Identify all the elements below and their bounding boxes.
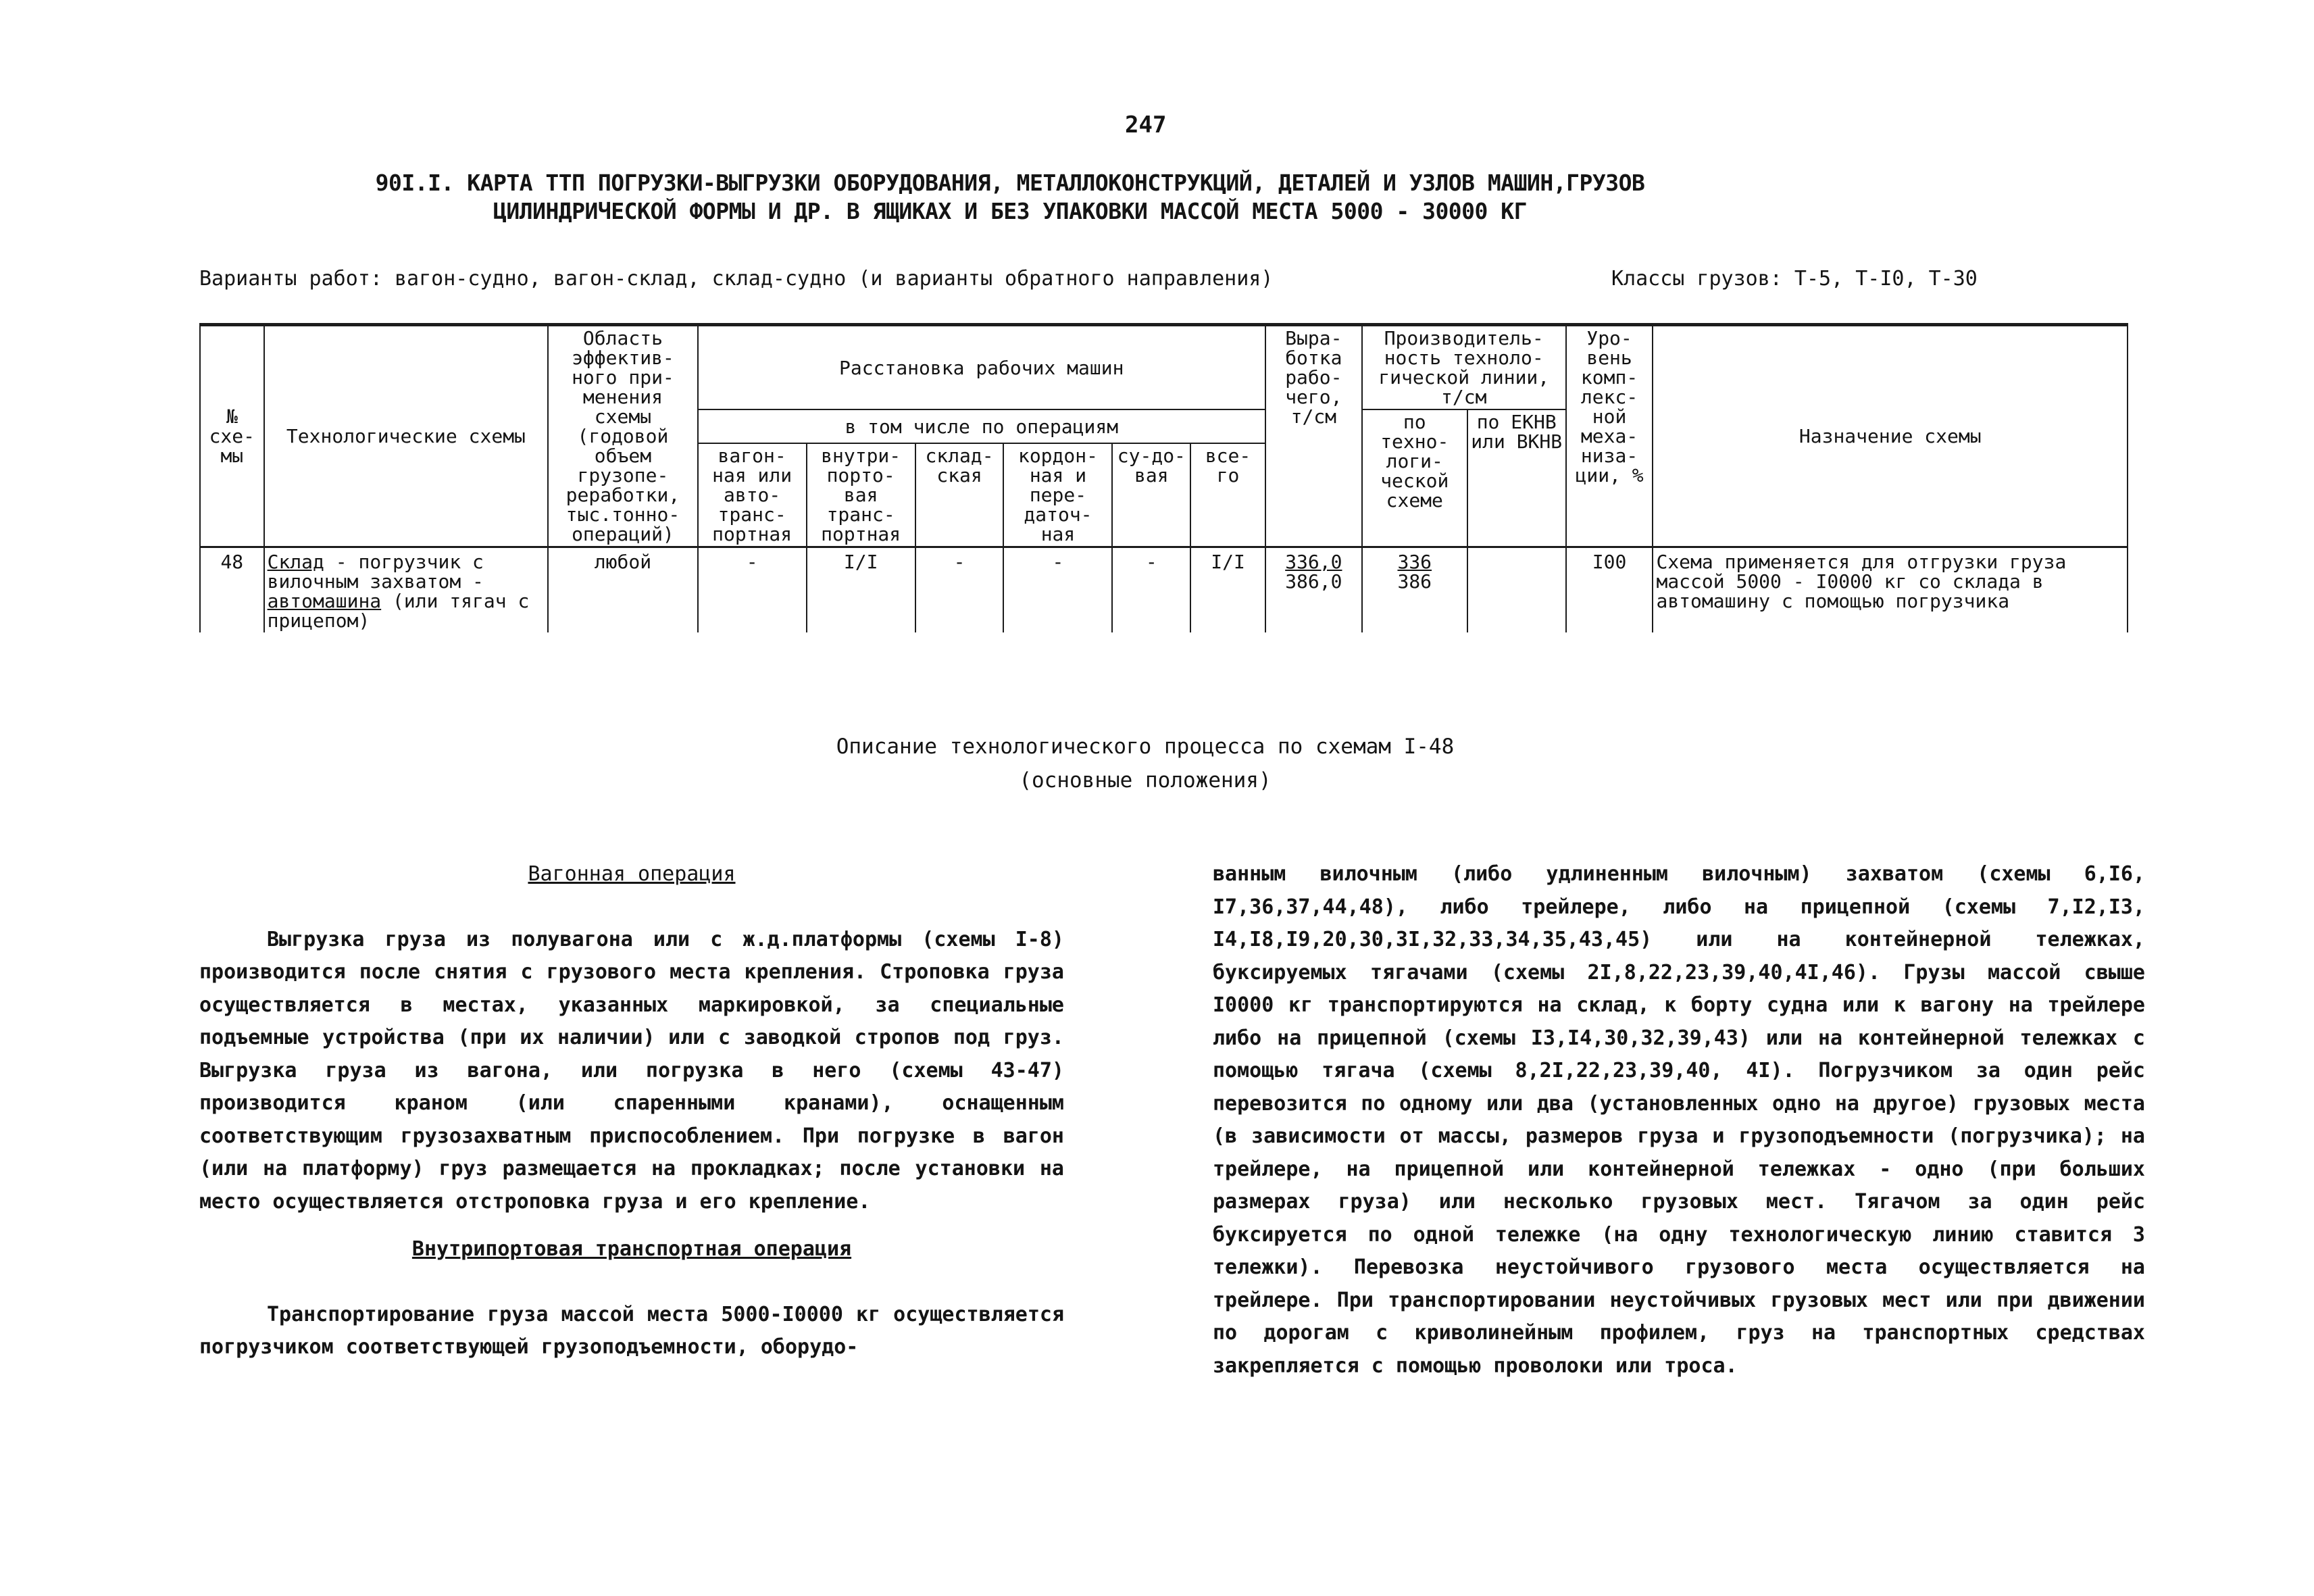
header-op-wagon: вагон-ная или авто-транс-портная xyxy=(698,443,807,547)
output-value: 386,0 xyxy=(1285,570,1342,593)
cell-prod-tech xyxy=(1362,547,1467,633)
header-output: Выра-ботка рабо-чего, т/см xyxy=(1265,325,1362,547)
work-variants: Варианты работ: вагон-судно, вагон-склад, склад-судно (и варианты обратного направления) xyxy=(199,267,1274,291)
paragraph: Транспортирование груза массой места 5000-I0000 кг осуществляется погрузчиком соответствующей грузоподъемности, оборудо- xyxy=(199,1302,1064,1359)
cell-op-ship: - xyxy=(1112,547,1190,633)
header-op-internal: внутри-порто-вая транс-портная xyxy=(807,443,915,547)
header-purpose: Назначение схемы xyxy=(1653,325,2128,547)
document-title: 90I.I. КАРТА ТТП ПОГРУЗКИ-ВЫГРУЗКИ ОБОРУДОВАНИЯ, МЕТАЛЛОКОНСТРУКЦИЙ, ДЕТАЛЕЙ И УЗЛОВ МАШИН,ГРУЗОВ ЦИЛИНДРИЧЕСКОЙ ФОРМЫ И ДР. В ЯЩИКАХ И БЕЗ УПАКОВКИ МАССОЙ МЕСТА 5000 - 30000 КГ xyxy=(375,170,1645,224)
prod-tech-value: 336 xyxy=(1397,551,1432,573)
description-heading xyxy=(774,730,1517,797)
schemes-table xyxy=(199,323,2128,632)
cell-op-internal: I/I xyxy=(807,547,915,633)
cell-scheme-number: 48 xyxy=(200,547,264,633)
paragraph: ванным вилочным (либо удлиненным вилочным) захватом (схемы 6,I6, I7,36,37,44,48), либо трейлере, либо на прицепной (схемы 7,I2,I3, I4,I8,I9,20,30,3I,32,33,34,35,43,45) или на контейнерной тележках, буксируемых тягачами (схемы 2I,8,22,23,39,40,4I,46). Грузы массой свыше I0000 кг транспортируются на склад, к борту судна или к вагону на трейлере либо на прицепной (схемы I3,I4,30,32,39,43) или на контейнерной тележках с помощью тягача (схемы 8,2I,22,23,39,40, 4I). Погрузчиком за один рейс перевозится по одному или два (установленных одно на другое) грузовых места (в зависимости от массы, размеров груза и грузоподъемности (погрузчика); на трейлере, на прицепной или контейнерной тележках - одно (при больших размерах груза) или несколько грузовых мест. Тягачом за один рейс буксируется по одной тележке (на одну технологическую линию ставится 3 тележки). Перевозка неустойчивого грузового места осуществляется на трейлере. При транспортировании неустойчивых грузовых мест или при движении по дорогам с криволинейным профилем, груз на транспортных средствах закрепляется с помощью проволоки или троса. xyxy=(1213,862,2145,1378)
cell-op-cordon: - xyxy=(1003,547,1112,633)
tech-scheme-part: автомашина xyxy=(267,590,382,612)
cell-op-total: I/I xyxy=(1190,547,1265,633)
header-op-warehouse: склад-ская xyxy=(915,443,1004,547)
cell-prod-eknv xyxy=(1467,547,1566,633)
right-column xyxy=(1213,858,2145,1382)
section-heading-wagon: Вагонная операция xyxy=(528,862,736,886)
paragraph: Выгрузка груза из полувагона или с ж.д.платформы (схемы I-8) производится после снятия с грузового места крепления. Строповка груза осуществляется в местах, указанных маркировкой, за специальные подъемные устройства (при их наличии) или с заводкой стропов под груз. Выгрузка груза из вагона, или погрузка в него (схемы 43-47) производится краном (или спаренными кранами), оснащенным соответствующим грузозахватным приспособлением. При погрузке в вагон (или на платформу) груз размещается на прокладках; после установки на место осуществляется отстроповка груза и его крепление. xyxy=(199,927,1064,1214)
header-prod-eknv: по ЕКНВ или ВКНВ xyxy=(1467,409,1566,547)
cargo-classes: Классы грузов: Т-5, Т-I0, Т-30 xyxy=(1611,267,1978,291)
cell-area: любой xyxy=(548,547,697,633)
header-application-area: Область эффектив-ного при-менения схемы (годовой объем грузопе-реработки, тыс.тонно-операций) xyxy=(548,325,697,547)
tech-scheme-part: (или тягач с прицепом) xyxy=(267,590,530,632)
header-including-operations: в том числе по операциям xyxy=(698,409,1265,443)
cell-op-warehouse: - xyxy=(915,547,1004,633)
cell-mechanization: I00 xyxy=(1566,547,1653,633)
header-op-total: все-го xyxy=(1190,443,1265,547)
header-op-cordon: кордон-ная и пере-даточ-ная xyxy=(1003,443,1112,547)
cell-op-wagon: - xyxy=(698,547,807,633)
table-row xyxy=(200,547,2128,633)
description-title: Описание технологического процесса по схемам I-48 xyxy=(836,734,1455,759)
tech-scheme-part: - погрузчик с вилочным захватом - xyxy=(267,551,484,593)
cell-tech-scheme xyxy=(264,547,549,633)
output-value: 336,0 xyxy=(1285,551,1342,573)
left-column xyxy=(199,858,1064,1364)
header-scheme-number: № схе-мы xyxy=(200,325,264,547)
header-tech-schemes: Технологические схемы xyxy=(264,325,549,547)
header-prod-tech: по техно-логи-ческой схеме xyxy=(1362,409,1467,547)
tech-scheme-part: Склад xyxy=(267,551,324,573)
header-op-ship: су-до-вая xyxy=(1112,443,1190,547)
cell-purpose: Схема применяется для отгрузки груза массой 5000 - I0000 кг со склада в автомашину с помощью погрузчика xyxy=(1653,547,2128,633)
header-mechanization: Уро-вень комп-лекс-ной меха-низа-ции, % xyxy=(1566,325,1653,547)
header-machine-placement: Расстановка рабочих машин xyxy=(698,325,1265,410)
cell-output xyxy=(1265,547,1362,633)
prod-tech-value: 386 xyxy=(1397,570,1432,593)
section-heading-transport: Внутрипортовая транспортная операция xyxy=(411,1237,852,1261)
description-subtitle: (основные положения) xyxy=(1019,768,1272,793)
page-number: 247 xyxy=(1125,111,1167,139)
header-productivity: Производитель-ность техноло-гической линии, т/см xyxy=(1362,325,1566,410)
